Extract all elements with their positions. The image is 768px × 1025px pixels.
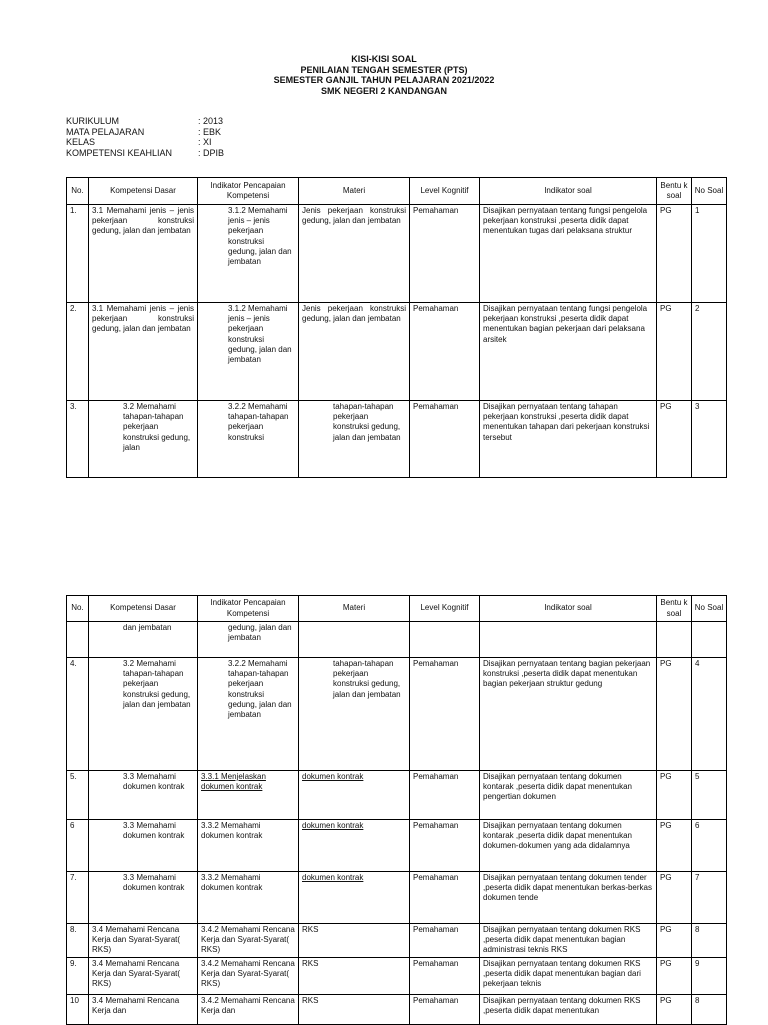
cell-indikator: Disajikan pernyataan tentang dokumen kontarak ,peserta didik dapat menentukan pengertian dokumen xyxy=(480,771,657,820)
cell-kd: 3.3 Memahami dokumen kontrak xyxy=(89,771,198,820)
header-nosoal: No Soal xyxy=(692,178,727,205)
cell-kd: 3.3 Memahami dokumen kontrak xyxy=(89,820,198,872)
cell-materi xyxy=(299,622,410,658)
kisi-table-2 xyxy=(66,595,727,1025)
header-materi: Materi xyxy=(299,596,410,622)
cell-bentuk: PG xyxy=(657,205,692,303)
cell-bentuk: PG xyxy=(657,771,692,820)
cell-level: Pemahaman xyxy=(410,995,480,1025)
cell-materi: RKS xyxy=(299,995,410,1025)
cell-bentuk xyxy=(657,622,692,658)
cell-ipk: 3.1.2 Memahami jenis – jenis pekerjaan konstruksi gedung, jalan dan jembatan xyxy=(198,303,299,401)
table-row xyxy=(67,401,727,478)
cell-ipk: 3.4.2 Memahami Rencana Kerja dan xyxy=(198,995,299,1025)
info-value: : 2013 xyxy=(198,116,224,126)
cell-indikator xyxy=(480,622,657,658)
cell-bentuk: PG xyxy=(657,658,692,771)
info-row xyxy=(66,148,224,159)
header-kd: Kompetensi Dasar xyxy=(89,596,198,622)
cell-kd: 3.1 Memahami jenis – jenis pekerjaan konstruksi gedung, jalan dan jembatan xyxy=(89,303,198,401)
cell-indikator: Disajikan pernyataan tentang fungsi pengelola pekerjaan konstruksi ,peserta didik dapat menentukan tugas dari pelaksana struktur xyxy=(480,205,657,303)
info-row xyxy=(66,137,224,148)
header-indikator: Indikator soal xyxy=(480,178,657,205)
header-nosoal: No Soal xyxy=(692,596,727,622)
cell-indikator: Disajikan pernyataan tentang dokumen kontarak ,peserta didik dapat menentukan dokumen-dokumen yang ada didalamnya xyxy=(480,820,657,872)
cell-materi: RKS xyxy=(299,924,410,958)
table-row xyxy=(67,658,727,771)
cell-level xyxy=(410,622,480,658)
cell-ipk: 3.3.1 Menjelaskan dokumen kontrak xyxy=(198,771,299,820)
cell-bentuk: PG xyxy=(657,958,692,995)
table-row xyxy=(67,924,727,958)
cell-no: 8. xyxy=(67,924,89,958)
cell-materi: dokumen kontrak xyxy=(299,820,410,872)
title-line-2: PENILAIAN TENGAH SEMESTER (PTS) xyxy=(300,64,468,75)
cell-nosoal: 3 xyxy=(692,401,727,478)
cell-indikator: Disajikan pernyataan tentang dokumen RKS ,peserta didik dapat menentukan bagian administrasi teknis RKS xyxy=(480,924,657,958)
cell-materi: tahapan-tahapan pekerjaan konstruksi gedung, jalan dan jembatan xyxy=(299,658,410,771)
cell-ipk: gedung, jalan dan jembatan xyxy=(198,622,299,658)
cell-bentuk: PG xyxy=(657,924,692,958)
cell-ipk: 3.4.2 Memahami Rencana Kerja dan Syarat-Syarat( RKS) xyxy=(198,958,299,995)
cell-bentuk: PG xyxy=(657,872,692,924)
cell-kd: 3.4 Memahami Rencana Kerja dan Syarat-Syarat( RKS) xyxy=(89,924,198,958)
cell-bentuk: PG xyxy=(657,995,692,1025)
kisi-table-1 xyxy=(66,177,727,478)
cell-nosoal: 6 xyxy=(692,820,727,872)
cell-materi: dokumen kontrak xyxy=(299,872,410,924)
info-label: KURIKULUM xyxy=(66,116,120,126)
cell-indikator: Disajikan pernyataan tentang tahapan pekerjaan konstruksi ,peserta didik dapat menentukan tahapan dari pekerjaan konstruksi tersebut xyxy=(480,401,657,478)
header-level: Level Kognitif xyxy=(410,596,480,622)
cell-kd: 3.3 Memahami dokumen kontrak xyxy=(89,872,198,924)
cell-indikator: Disajikan pernyataan tentang fungsi pengelola pekerjaan konstruksi ,peserta didik dapat menentukan bagian pekerjaan dari pelaksana arsitek xyxy=(480,303,657,401)
cell-level: Pemahaman xyxy=(410,924,480,958)
cell-bentuk: PG xyxy=(657,303,692,401)
cell-no: 1. xyxy=(67,205,89,303)
cell-no: 4. xyxy=(67,658,89,771)
header-ipk: Indikator Pencapaian Kompetensi xyxy=(198,596,299,622)
cell-nosoal: 1 xyxy=(692,205,727,303)
cell-kd: 3.2 Memahami tahapan-tahapan pekerjaan konstruksi gedung, jalan xyxy=(89,401,198,478)
info-label: KELAS xyxy=(66,137,96,147)
cell-kd: dan jembatan xyxy=(89,622,198,658)
cell-no: 9. xyxy=(67,958,89,995)
cell-nosoal: 7 xyxy=(692,872,727,924)
cell-nosoal xyxy=(692,622,727,658)
cell-no: 3. xyxy=(67,401,89,478)
header-level: Level Kognitif xyxy=(410,178,480,205)
cell-ipk: 3.3.2 Memahami dokumen kontrak xyxy=(198,872,299,924)
title-line-3: SEMESTER GANJIL TAHUN PELAJARAN 2021/2022 xyxy=(273,75,495,85)
cell-ipk: 3.1.2 Memahami jenis – jenis pekerjaan konstruksi gedung, jalan dan jembatan xyxy=(198,205,299,303)
cell-materi: Jenis pekerjaan konstruksi gedung, jalan dan jembatan xyxy=(299,205,410,303)
cell-no: 10 xyxy=(67,995,89,1025)
cell-nosoal: 9 xyxy=(692,958,727,995)
cell-no: 7. xyxy=(67,872,89,924)
cell-nosoal: 4 xyxy=(692,658,727,771)
info-value: : EBK xyxy=(198,126,222,137)
table-row xyxy=(67,303,727,401)
cell-nosoal: 5 xyxy=(692,771,727,820)
cell-nosoal: 8 xyxy=(692,995,727,1025)
cell-kd: 3.4 Memahami Rencana Kerja dan Syarat-Syarat( RKS) xyxy=(89,958,198,995)
header-bentuk: Bentu k soal xyxy=(657,596,692,622)
info-value: : DPIB xyxy=(198,147,225,158)
cell-ipk: 3.3.2 Memahami dokumen kontrak xyxy=(198,820,299,872)
table-row xyxy=(67,820,727,872)
table-header-row xyxy=(67,178,727,205)
header-indikator: Indikator soal xyxy=(480,596,657,622)
cell-level: Pemahaman xyxy=(410,958,480,995)
cell-level: Pemahaman xyxy=(410,771,480,820)
cell-materi: dokumen kontrak xyxy=(299,771,410,820)
cell-level: Pemahaman xyxy=(410,401,480,478)
cell-level: Pemahaman xyxy=(410,820,480,872)
cell-indikator: Disajikan pernyataan tentang dokumen tender ,peserta didik dapat menentukan berkas-berkas dokumen tende xyxy=(480,872,657,924)
info-label: KOMPETENSI KEAHLIAN xyxy=(66,147,173,158)
table-row xyxy=(67,872,727,924)
title-line-1: KISI-KISI SOAL xyxy=(351,54,417,64)
header-materi: Materi xyxy=(299,178,410,205)
cell-indikator: Disajikan pernyataan tentang bagian pekerjaan konstruksi ,peserta didik dapat menentukan bagian pekerjaan struktur gedung xyxy=(480,658,657,771)
cell-no: 5. xyxy=(67,771,89,820)
cell-materi: Jenis pekerjaan konstruksi gedung, jalan dan jembatan xyxy=(299,303,410,401)
header-no: No. xyxy=(67,178,89,205)
info-block xyxy=(66,116,224,158)
title-line-4: SMK NEGERI 2 KANDANGAN xyxy=(320,85,447,96)
cell-no xyxy=(67,622,89,658)
cell-bentuk: PG xyxy=(657,401,692,478)
cell-no: 6 xyxy=(67,820,89,872)
cell-kd: 3.2 Memahami tahapan-tahapan pekerjaan konstruksi gedung, jalan dan jembatan xyxy=(89,658,198,771)
cell-materi: tahapan-tahapan pekerjaan konstruksi gedung, jalan dan jembatan xyxy=(299,401,410,478)
cell-ipk: 3.2.2 Memahami tahapan-tahapan pekerjaan konstruksi xyxy=(198,401,299,478)
table-header-row xyxy=(67,596,727,622)
header-ipk: Indikator Pencapaian Kompetensi xyxy=(198,178,299,205)
cell-no: 2. xyxy=(67,303,89,401)
info-label: MATA PELAJARAN xyxy=(66,126,145,137)
cell-ipk: 3.4.2 Memahami Rencana Kerja dan Syarat-Syarat( RKS) xyxy=(198,924,299,958)
cell-bentuk: PG xyxy=(657,820,692,872)
header-bentuk: Bentu k soal xyxy=(657,178,692,205)
header-no: No. xyxy=(67,596,89,622)
cell-materi: RKS xyxy=(299,958,410,995)
table-row xyxy=(67,995,727,1025)
cell-level: Pemahaman xyxy=(410,205,480,303)
cell-nosoal: 8 xyxy=(692,924,727,958)
cell-kd: 3.4 Memahami Rencana Kerja dan xyxy=(89,995,198,1025)
cell-kd: 3.1 Memahami jenis – jenis pekerjaan konstruksi gedung, jalan dan jembatan xyxy=(89,205,198,303)
cell-indikator: Disajikan pernyataan tentang dokumen RKS ,peserta didik dapat menentukan bagian dari pekerjaan teknis xyxy=(480,958,657,995)
cell-indikator: Disajikan pernyataan tentang dokumen RKS ,peserta didik dapat menentukan xyxy=(480,995,657,1025)
cell-ipk: 3.2.2 Memahami tahapan-tahapan pekerjaan konstruksi gedung, jalan dan jembatan xyxy=(198,658,299,771)
info-row xyxy=(66,127,224,138)
table-row xyxy=(67,622,727,658)
cell-level: Pemahaman xyxy=(410,303,480,401)
table-row xyxy=(67,958,727,995)
cell-level: Pemahaman xyxy=(410,872,480,924)
cell-nosoal: 2 xyxy=(692,303,727,401)
info-row xyxy=(66,116,224,127)
table-row xyxy=(67,205,727,303)
info-value: : XI xyxy=(198,137,212,147)
table-row xyxy=(67,771,727,820)
cell-level: Pemahaman xyxy=(410,658,480,771)
header-kd: Kompetensi Dasar xyxy=(89,178,198,205)
document-title xyxy=(0,54,768,96)
